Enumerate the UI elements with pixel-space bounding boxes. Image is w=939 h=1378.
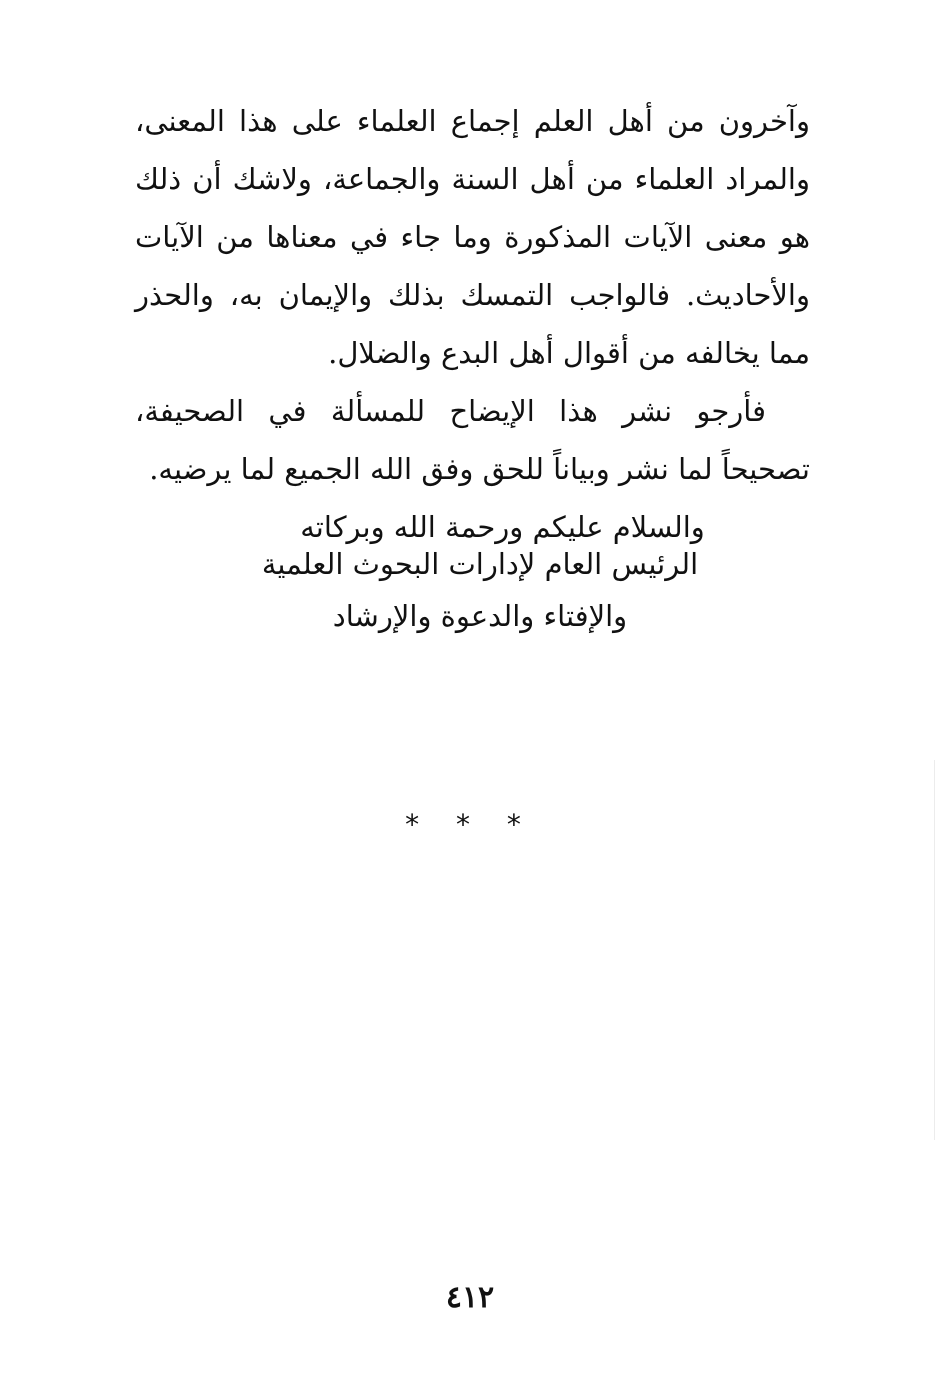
request-paragraph: فأرجو نشر هذا الإيضاح للمسألة في الصحيفة، تصحيحاً لما نشر وبياناً للحق وفق الله الجميع لما يرضيه. [135, 394, 810, 486]
body-paragraph: وآخرون من أهل العلم إجماع العلماء على هذا المعنى، والمراد العلماء من أهل السنة والجماعة، ولاشك أن ذلك هو معنى الآيات المذكورة وما جاء في معناها من الآيات والأحاديث. فالواجب التمسك بذلك والإيمان به، والحذر مما يخالفه من أقوال أهل البدع والضلال. [135, 104, 810, 370]
letter-body [135, 92, 810, 556]
signature-title-line-2: والإفتاء والدعوة والإرشاد [332, 599, 628, 633]
page-number: ٤١٢ [445, 1280, 495, 1315]
scan-edge-line [934, 760, 935, 1140]
signature-title-line-1: الرئيس العام لإدارات البحوث العلمية [261, 547, 699, 581]
section-separator: * * * [405, 808, 535, 841]
signature-block [200, 538, 760, 642]
closing-greeting: والسلام عليكم ورحمة الله وبركاته [300, 510, 705, 544]
